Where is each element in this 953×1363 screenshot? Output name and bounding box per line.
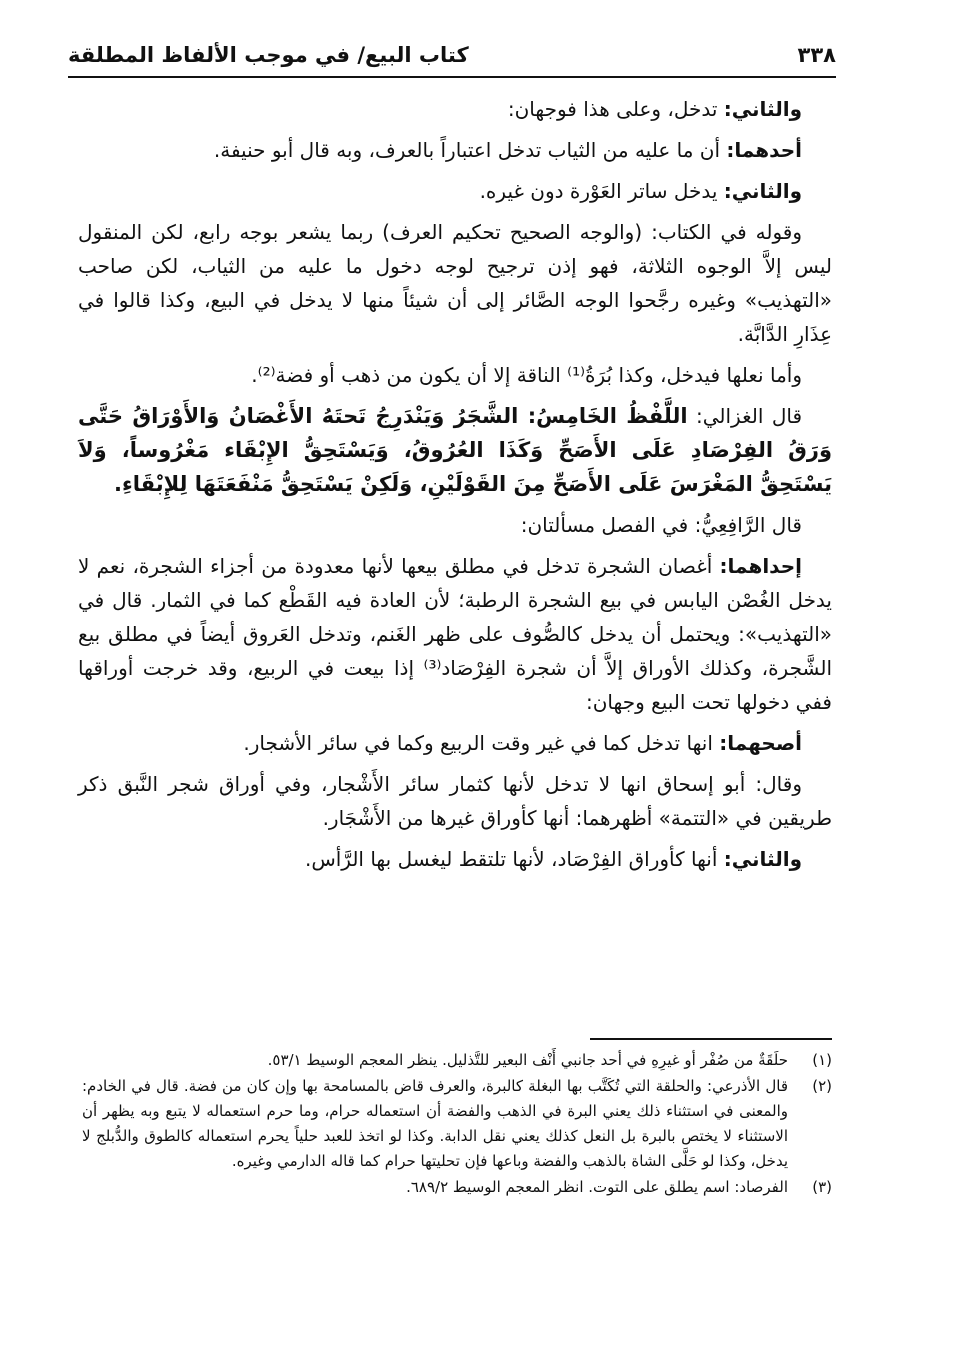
footnote-text: حلَقَةٌ من صُفْر أو غيرِهِ في أحد جانبي أَنْف البعير للتَّذليل. ينظر المعجم الوسيط ٥٣/١. [267, 1051, 788, 1069]
paragraph-1 [78, 92, 832, 126]
paragraph-lead: أصحهما: [719, 731, 802, 755]
paragraph-10: وقال: أبو إسحاق انها لا تدخل لأنها كثمار سائر الأَشْجار، وفي أوراق شجر النَّبق ذكر طريقين في «التتمة» أظهرهما: أنها كأوراق غيرها من الأَشْجَار. [78, 772, 832, 830]
paragraph-lead: والثاني: [723, 97, 802, 121]
paragraph-text: يدخل ساتر العَوْرة دون غيره. [479, 179, 724, 203]
footnote-number: (١) [812, 1051, 832, 1069]
footnote-2 [82, 1074, 832, 1174]
paragraph-text: أنها كأوراق الفِرْصَاد، لأنها تلتقط ليغسل بها الرَّأس. [304, 847, 724, 871]
footnote-text: قال الأذرعي: والحلقة التي تُكَتَّب بها البغلة كالبرة، والعرف قاض بالمسامحة بها وإن كان من فضة. قال في الخادم: والمعنى في استثناء ذلك يعني البرة في الذهب والفضة أن استعماله حرام، وما حرم استعماله لا يتبع وبه يظهر أن الاستثناء لا يختص بالبرة بل النعل كذلك يعني نقل الدابة. وكذا لو اتخذ للعبد حلياً يحرم استعماله كالطوق والدُّبلج لا يدخل، وكذا لو حَلَّى الشاة بالذهب والفضة وباعها فإن تحليتها حرام كما قاله الدارمي وغيره. [82, 1077, 788, 1170]
footnotes [82, 1048, 832, 1201]
footnote-1 [82, 1048, 832, 1073]
paragraph-3 [78, 174, 832, 208]
paragraph-text: أغصان الشجرة تدخل في مطلق بيعها لأنها معدودة من أجزاء الشجرة، نعم لا يدخل الغُصْن اليابس في بيع الشجرة الرطبة؛ لأن العادة فيه القَطْع كما في الثمار. قال في «التهذيب»: ويحتمل أن يدخل كالصُّوف على ظهر الغَنم، وتدخل العَروق أيضاً في مطلق بيع الشَّجرة، وكذلك الأوراق إلاَّ أن شجرة الفِرْصَاد⁽³⁾ إذا بيعت في الربيع، وقد خرجت أوراقها ففي دخولها تحت البيع وجهان: [78, 554, 832, 714]
paragraph-4: وقوله في الكتاب: (والوجه الصحيح تحكيم العرف) ربما يشعر بوجه رابع، لكن المنقول ليس إلاَّ الوجوه الثلاثة، فهو إذن ترجيح لوجه دخول ما عليه من الثياب، لكن صاحب «التهذيب» وغيره رجَّحوا الوجه الصَّائر إلى أن شيئاً منها لا يدخل في البيع، وكذا قالوا في عِذَارِ الدَّابَّة. [78, 220, 832, 346]
paragraph-text: تدخل، وعلى هذا فوجهان: [507, 97, 724, 121]
paragraph-5: وأما نعلها فيدخل، وكذا بُرَةُ⁽¹⁾ الناقة إلا أن يكون من ذهب أو فضة⁽²⁾. [251, 363, 802, 387]
main-text [78, 92, 832, 883]
paragraph-lead: والثاني: [723, 847, 802, 871]
paragraph-lead: والثاني: [723, 179, 802, 203]
ghazali-intro: قال الغزالي: [687, 404, 803, 428]
paragraph-lead: إحداهما: [719, 554, 802, 578]
ghazali-paragraph [78, 399, 832, 501]
ghazali-quote: اللَّفْظُ الخَامِسُ: الشَّجَرُ وَيَنْدَرِجُ تَحتَهُ الأَغْصَانُ وَالأَوْرَاقُ حَتَّى وَرَقُ الفِرْصَادِ عَلَى الأَصَحِّ وَكَذَا العُرُوقُ، وَيَسْتَحِقُّ الإِبْقَاء مَغْرُوساً، وَلاَ يَسْتَحِقُّ المَغْرَسَ عَلَى الأَصَحِّ مِنَ القَوْلَيْنِ، وَلَكِنْ يَسْتَحِقُّ مَنْفَعَتَهَا لِلإِبْقَاءِ. [78, 404, 832, 496]
paragraph-9 [78, 726, 832, 760]
footnote-rule [590, 1038, 832, 1040]
header-rule [68, 76, 836, 78]
paragraph-11 [78, 842, 832, 876]
footnote-number: (٢) [812, 1077, 832, 1095]
paragraph-8 [78, 549, 832, 719]
paragraph-7: قال الرَّافِعِيُّ: في الفصل مسألتان: [520, 513, 802, 537]
paragraph-2 [78, 133, 832, 167]
footnote-number: (٣) [812, 1178, 832, 1196]
footnote-3 [82, 1175, 832, 1200]
footnote-text: الفرصاد: اسم يطلق على التوت. انظر المعجم الوسيط ٦٨٩/٢. [406, 1178, 788, 1196]
paragraph-text: أن ما عليه من الثياب تدخل اعتباراً بالعرف، وبه قال أبو حنيفة. [213, 138, 727, 162]
running-title: كتاب البيع/ في موجب الألفاظ المطلقة [68, 43, 469, 67]
page-header [68, 38, 836, 72]
paragraph-lead: أحدهما: [726, 138, 802, 162]
paragraph-text: انها تدخل كما في غير وقت الربيع وكما في سائر الأشجار. [243, 731, 720, 755]
page-number: ٣٣٨ [797, 43, 836, 67]
